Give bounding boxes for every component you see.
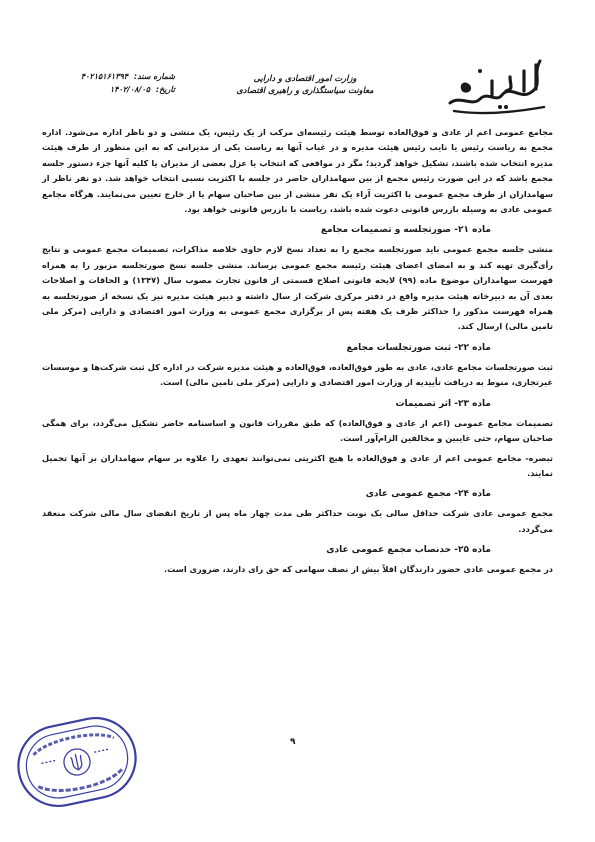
document-meta (45, 70, 175, 96)
article-21-body: منشی جلسه مجمع عمومی باید صورتجلسه مجمع را به تعداد نسخ لازم حاوی خلاصه مذاکرات، تصمیمات مجمع عمومی و نتایج رأی‌گیری تهیه کند و به امضای اعضای هیئت رئیسه مجمع عمومی برساند. منشی جلسه نسخ صورتجلسه مزبور را به همراه فهرست سهامداران موضوع ماده (۹۹) لایحه قانونی اصلاح قسمتی از قانون تجارت مصوب سال (۱۳۴۷) و الحاقات و اصلاحات بعدی آن به دبیرخانه هیئت مدیره واقع در دفتر مرکزی شرکت از سال داشته و دبیر هیئت مدیره نیز یک نسخه از صورتجلسه به همراه فهرست مذکور را حداکثر ظرف یک هفته پس از برگزاری مجمع عمومی به وزارت امور اقتصادی و دارایی (مرکز ملی تامین مالی) ارسال کند. (42, 244, 553, 332)
article-22-title: ماده ۲۲- ثبت صورتجلسات مجامع (346, 342, 491, 353)
article-23-title: ماده ۲۳- اثر تصمیمات (395, 398, 491, 409)
document-body (42, 125, 553, 582)
official-stamp (12, 712, 142, 812)
article-23-note: تبصره- مجامع عمومی اعم از عادی و فوق‌العاده با هیچ اکثریتی نمی‌توانند تعهدی را علاوه بر سهام سهامداران بر آنها تحمیل نمایند. (42, 452, 553, 478)
intro-paragraph: مجامع عمومی اعم از عادی و فوق‌العاده توسط هیئت رئیسه‌ای مرکب از یک رئیس، یک منشی و دو ناظر اداره می‌شود. اداره مجمع به ریاست رئیس یا نایب رئیس هیئت مدیره و در غیاب آنها به ریاست یکی از مدیرانی که به این منظور از طرف هیئت مدیره انتخاب شده باشند، تشکیل خواهد گردید؛ مگر در مواقعی که انتخاب یا عزل بعضی از مدیران یا کلیه آنها جزء دستور جلسه مجمع باشد که در این صورت رئیس مجمع از بین سهامداران حاضر در جلسه با اکثریت نسبی انتخاب خواهد شد. دو نفر ناظر از سهامداران از طرف مجمع عمومی با اکثریت آراء یک نفر منشی از بین صاحبان سهام یا از خارج تعیین می‌نمایند. هرگاه مجامع عمومی عادی به وسیله بازرس قانونی دعوت شده باشد، ریاست با بازرس قانونی خواهد بود. (42, 127, 553, 215)
document-number-value: ۴۰۲۱۵۱۶۱۳۹۴ (80, 72, 129, 81)
article-24-title: ماده ۲۴- مجمع عمومی عادی (365, 489, 491, 500)
article-23-body: تصمیمات مجامع عمومی (اعم از عادی و فوق‌العاده) که طبق مقررات قانون و اساسنامه حاضر تشکیل می‌گردد، برای همگی صاحبان سهام، حتی غایبین و مخالفین الزام‌آور است. (42, 417, 553, 444)
ministry-line-2: معاونت سیاستگذاری و راهبری اقتصادی (236, 85, 374, 95)
page-number: ۹ (290, 737, 296, 747)
organization-logo (440, 55, 550, 117)
ministry-line-1: وزارت امور اقتصادی و دارایی (253, 73, 357, 83)
article-25-title: ماده ۲۵- حدنصاب مجمع عمومی عادی (326, 545, 491, 556)
document-date-value: ۱۴۰۲/۰۸/۰۵ (109, 85, 151, 94)
document-date-label: تاریخ: (155, 85, 175, 94)
article-24-body: مجمع عمومی عادی شرکت حداقل سالی یک نوبت حداکثر طی مدت چهار ماه پس از تاریخ انقضای سال مالی شرکت منعقد می‌گردد. (42, 508, 553, 534)
ministry-heading (215, 72, 395, 96)
document-number-label: شماره سند: (133, 72, 175, 81)
seal-icon (12, 712, 142, 812)
article-22-body: ثبت صورتجلسات مجامع عادی، عادی به طور فوق‌العاده، فوق‌العاده و هیئت مدیره شرکت در اداره کل ثبت شرکت‌ها و موسسات غیرتجاری، منوط به دریافت تأییدیه از وزارت امور اقتصادی و دارایی (مرکز ملی تامین مالی) است. (42, 361, 553, 388)
logo-calligraphy-icon (440, 55, 550, 117)
article-25-body: در مجمع عمومی عادی حضور دارندگان اقلاً بیش از نصف سهامی که حق رای دارند، ضروری است. (164, 564, 553, 575)
document-number (45, 70, 175, 83)
document-date (45, 83, 175, 96)
article-21-title: ماده ۲۱- صورتجلسه و تصمیمات مجامع (320, 225, 491, 236)
